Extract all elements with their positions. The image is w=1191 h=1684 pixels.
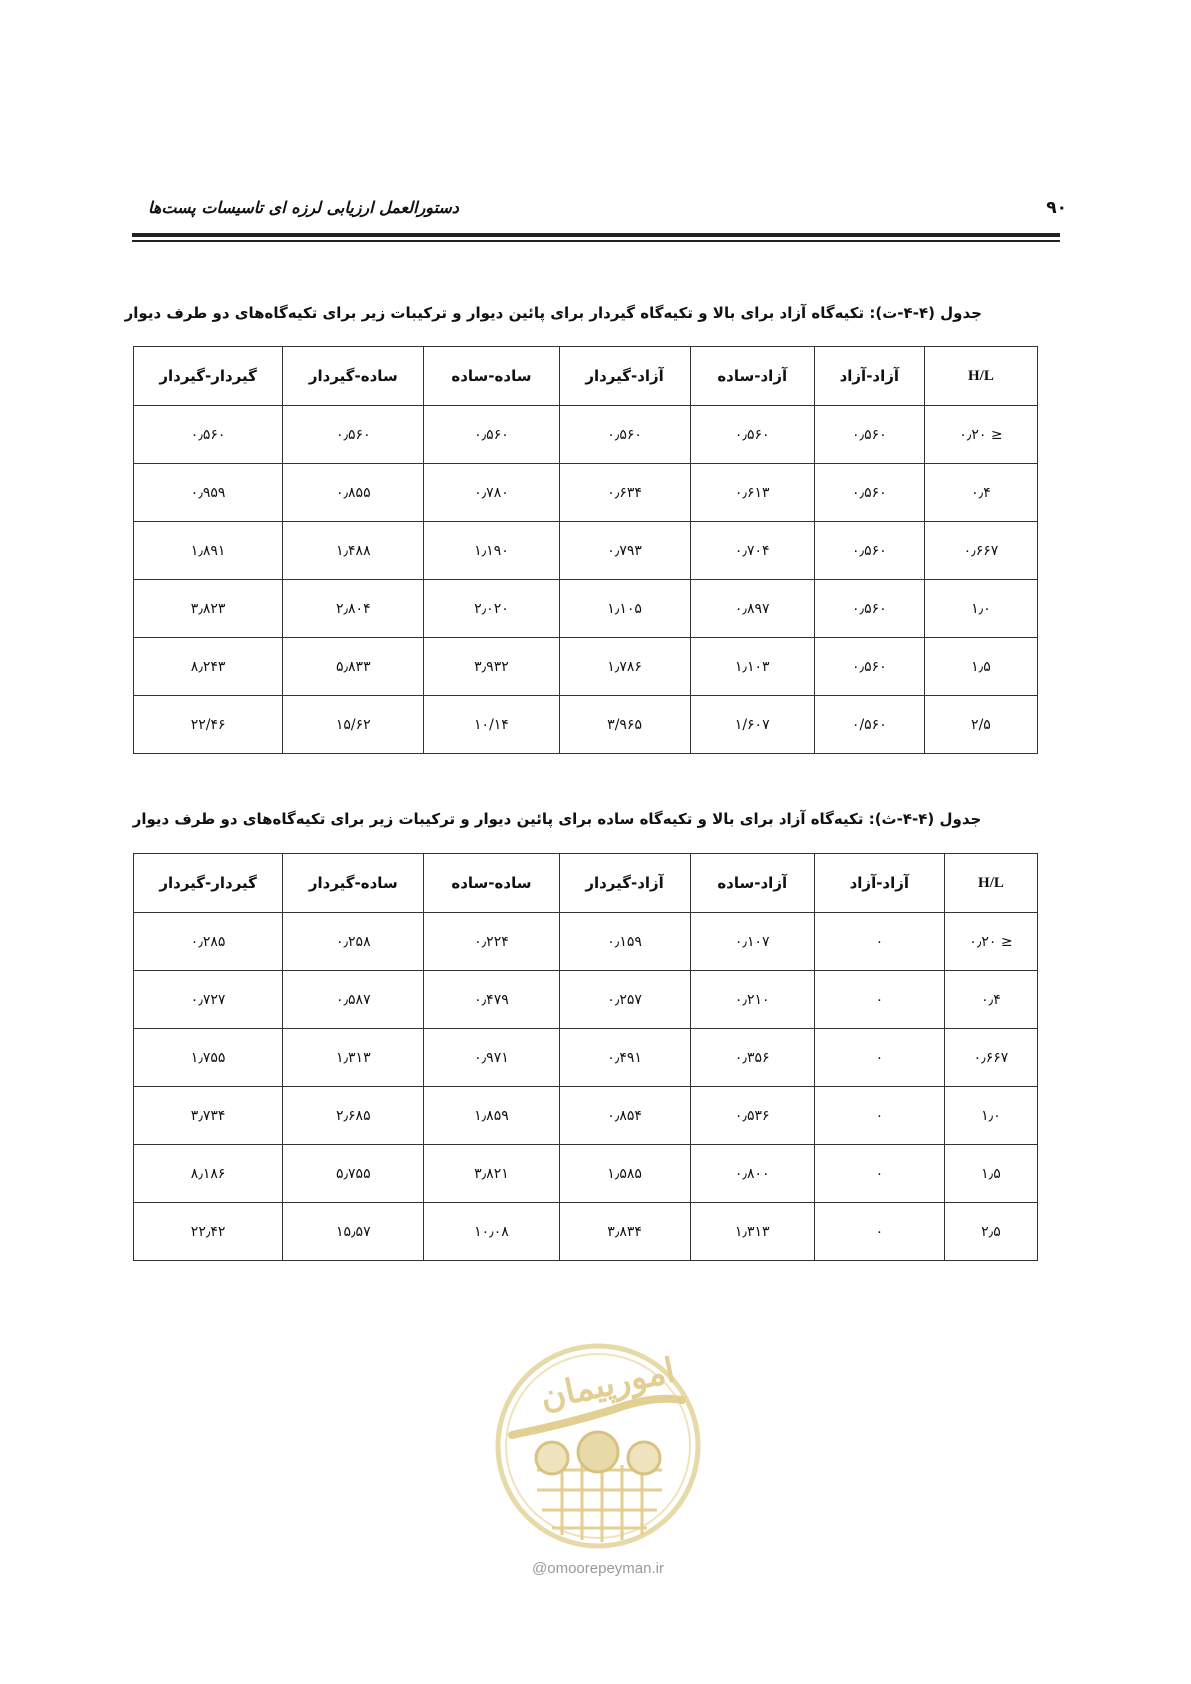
table2-cell: ۳٫۸۳۴ [559,1203,690,1261]
running-title: دستورالعمل ارزیابی لرزه ای تاسیسات پست‌ها [148,198,459,217]
table2-cell: ۰٫۷۲۷ [134,971,283,1029]
table1-cell: ۲٫۸۰۴ [283,580,424,638]
table2-row [134,1029,1038,1087]
table1-header-cell: آزاد-ساده [690,347,814,406]
table1-row [134,696,1038,754]
table2-cell: ۰ [814,1203,944,1261]
table2-row [134,913,1038,971]
table1-cell: ≤ ۰٫۲۰ [924,406,1037,464]
table2-cell: ۱٫۳۱۳ [283,1029,424,1087]
table2-cell: ۰٫۲۸۵ [134,913,283,971]
table2-cell: ۱٫۰ [944,1087,1037,1145]
table1 [133,346,1038,754]
table1-cell: ۱۵/۶۲ [283,696,424,754]
table2-header-cell: ساده-ساده [424,854,559,913]
table1-cell: ۰٫۸۹۷ [690,580,814,638]
table2-cell: ۳٫۸۲۱ [424,1145,559,1203]
header-rule-thick [132,233,1060,237]
table1-cell: ۰٫۶۱۳ [690,464,814,522]
table2-cell: ۱۵٫۵۷ [283,1203,424,1261]
table1-cell: ۱٫۰ [924,580,1037,638]
table2-cell: ۱٫۷۵۵ [134,1029,283,1087]
table1-header-cell: H/L [924,347,1037,406]
table2-cell: ۰٫۴ [944,971,1037,1029]
table1-row [134,638,1038,696]
table1-cell: ۰/۵۶۰ [814,696,924,754]
table2-cell: ۸٫۱۸۶ [134,1145,283,1203]
table2-cell: ۰٫۸۰۰ [690,1145,814,1203]
table1-cell: ۰٫۵۶۰ [690,406,814,464]
table2-cell: ۰٫۲۲۴ [424,913,559,971]
table2 [133,853,1038,1261]
table1-cell: ۲/۵ [924,696,1037,754]
table1-cell: ۰٫۹۵۹ [134,464,283,522]
table2-cell: ۰٫۸۵۴ [559,1087,690,1145]
table2-cell: ≤ ۰٫۲۰ [944,913,1037,971]
table2-header-cell: آزاد-گیردار [559,854,690,913]
table1-cell: ۰٫۷۸۰ [424,464,559,522]
page-number: ۹۰ [1046,198,1067,218]
table1-cell: ۱٫۱۹۰ [424,522,559,580]
table2-header-cell: آزاد-آزاد [814,854,944,913]
table1-caption: جدول (۴-۴-ت): تکیه‌گاه آزاد برای بالا و تکیه‌گاه گیردار برای پائین دیوار و ترکیبات زیر برای تکیه‌گاه‌های دو طرف دیوار [124,304,982,322]
table1-header-cell: آزاد-آزاد [814,347,924,406]
table1-cell: ۲۲/۴۶ [134,696,283,754]
table1-cell: ۳٫۹۳۲ [424,638,559,696]
table2-cell: ۰٫۵۳۶ [690,1087,814,1145]
table1-header-cell: ساده-ساده [424,347,559,406]
table2-cell: ۰ [814,1145,944,1203]
table2-cell: ۰٫۹۷۱ [424,1029,559,1087]
watermark-logo [492,1340,704,1552]
table1-cell: ۰٫۵۶۰ [814,522,924,580]
table1-header-cell: ساده-گیردار [283,347,424,406]
table2-header-cell: آزاد-ساده [690,854,814,913]
table2-row [134,1203,1038,1261]
table1-cell: ۱٫۷۸۶ [559,638,690,696]
table2-cell: ۱٫۳۱۳ [690,1203,814,1261]
table2-cell: ۰٫۴۹۱ [559,1029,690,1087]
table1-cell: ۰٫۴ [924,464,1037,522]
table1-row [134,464,1038,522]
table2-cell: ۱٫۵۸۵ [559,1145,690,1203]
table1-cell: ۰٫۵۶۰ [559,406,690,464]
table1-cell: ۵٫۸۳۳ [283,638,424,696]
table2-row [134,1087,1038,1145]
table2-row [134,971,1038,1029]
table2-cell: ۰٫۱۰۷ [690,913,814,971]
table2-cell: ۵٫۷۵۵ [283,1145,424,1203]
table1-cell: ۰٫۵۶۰ [134,406,283,464]
table2-header-row [134,854,1038,913]
table2-cell: ۰٫۲۵۷ [559,971,690,1029]
table2-row [134,1145,1038,1203]
table2-cell: ۰ [814,913,944,971]
table2-cell: ۰٫۴۷۹ [424,971,559,1029]
table1-cell: ۰٫۵۶۰ [424,406,559,464]
table1-cell: ۰٫۵۶۰ [814,406,924,464]
table1-cell: ۱٫۱۰۵ [559,580,690,638]
table2-cell: ۰٫۵۸۷ [283,971,424,1029]
table2-cell: ۱٫۵ [944,1145,1037,1203]
table2-cell: ۲۲٫۴۲ [134,1203,283,1261]
table2-caption: جدول (۴-۴-ث): تکیه‌گاه آزاد برای بالا و تکیه‌گاه ساده برای پائین دیوار و ترکیبات زیر برای تکیه‌گاه‌های دو طرف دیوار [132,810,982,828]
table1-cell: ۰٫۶۳۴ [559,464,690,522]
table1-cell: ۰٫۵۶۰ [283,406,424,464]
table2-header-cell: H/L [944,854,1037,913]
table2-cell: ۳٫۷۳۴ [134,1087,283,1145]
table2-header-cell: گیردار-گیردار [134,854,283,913]
table1-header-row [134,347,1038,406]
table1-header-cell: گیردار-گیردار [134,347,283,406]
table1-cell: ۰٫۵۶۰ [814,638,924,696]
table1-cell: ۳٫۸۲۳ [134,580,283,638]
watermark-site: @omoorepeyman.ir [532,1560,664,1577]
table1-cell: ۰٫۶۶۷ [924,522,1037,580]
table1-cell: ۱٫۸۹۱ [134,522,283,580]
table1-cell: ۸٫۲۴۳ [134,638,283,696]
table1-cell: ۰٫۵۶۰ [814,580,924,638]
table2-cell: ۰٫۶۶۷ [944,1029,1037,1087]
table2-cell: ۲٫۶۸۵ [283,1087,424,1145]
table2-cell: ۱٫۸۵۹ [424,1087,559,1145]
table2-cell: ۱۰٫۰۸ [424,1203,559,1261]
table2-cell: ۲٫۵ [944,1203,1037,1261]
header-rule-thin [132,240,1060,242]
table1-cell: ۰٫۵۶۰ [814,464,924,522]
table2-cell: ۰ [814,971,944,1029]
table1-row [134,406,1038,464]
table1-cell: ۳/۹۶۵ [559,696,690,754]
table1-cell: ۱/۶۰۷ [690,696,814,754]
table1-cell: ۲٫۰۲۰ [424,580,559,638]
table1-cell: ۰٫۷۹۳ [559,522,690,580]
table2-cell: ۰ [814,1029,944,1087]
table1-cell: ۰٫۷۰۴ [690,522,814,580]
table1-cell: ۱٫۱۰۳ [690,638,814,696]
watermark-logo-text: امورپیمان [536,1350,679,1418]
table1-cell: ۰٫۸۵۵ [283,464,424,522]
table2-cell: ۰٫۲۵۸ [283,913,424,971]
table1-cell: ۱٫۵ [924,638,1037,696]
table1-cell: ۱٫۴۸۸ [283,522,424,580]
table1-row [134,522,1038,580]
table1-row [134,580,1038,638]
table1-cell: ۱۰/۱۴ [424,696,559,754]
table1-header-cell: آزاد-گیردار [559,347,690,406]
table2-cell: ۰ [814,1087,944,1145]
table2-cell: ۰٫۳۵۶ [690,1029,814,1087]
table2-header-cell: ساده-گیردار [283,854,424,913]
table2-cell: ۰٫۱۵۹ [559,913,690,971]
table2-cell: ۰٫۲۱۰ [690,971,814,1029]
